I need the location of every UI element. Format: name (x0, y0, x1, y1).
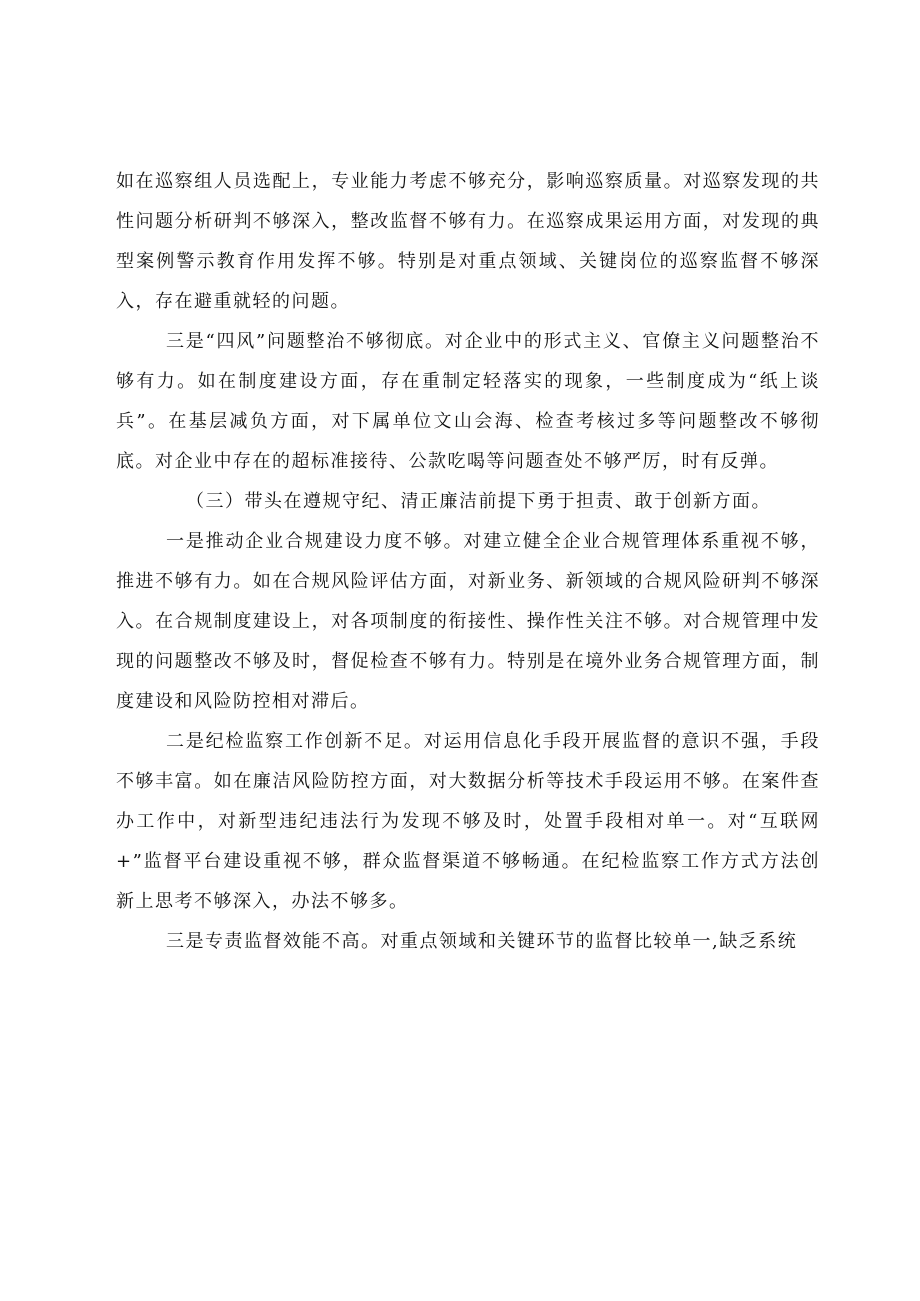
paragraph-innovation: 二是纪检监察工作创新不足。对运用信息化手段开展监督的意识不强，手段不够丰富。如在廉洁风险防控方面，对大数据分析等技术手段运用不够。在案件查办工作中，对新型违纪违法行为发现不够及时，处置手段相对单一。对“互联网+”监督平台建设重视不够，群众监督渠道不够畅通。在纪检监察工作方式方法创新上思考不够深入，办法不够多。 (116, 731, 820, 912)
section-heading-three: （三）带头在遵规守纪、清正廉洁前提下勇于担责、敢于创新方面。 (186, 491, 771, 512)
document-body (116, 162, 820, 962)
paragraph-compliance: 一是推动企业合规建设力度不够。对建立健全企业合规管理体系重视不够，推进不够有力。如在合规风险评估方面，对新业务、新领域的合规风险研判不够深入。在合规制度建设上，对各项制度的衔接性、操作性关注不够。对合规管理中发现的问题整改不够及时，督促检查不够有力。特别是在境外业务合规管理方面，制度建设和风险防控相对滞后。 (116, 531, 820, 712)
paragraph-supervision: 三是专责监督效能不高。对重点领域和关键环节的监督比较单一,缺乏系统 (166, 931, 798, 952)
paragraph-inspection-team: 如在巡察组人员选配上，专业能力考虑不够充分，影响巡察质量。对巡察发现的共性问题分析研判不够深入，整改监督不够有力。在巡察成果运用方面，对发现的典型案例警示教育作用发挥不够。特别是对重点领域、关键岗位的巡察监督不够深入，存在避重就轻的问题。 (116, 171, 820, 312)
paragraph-four-winds: 三是“四风”问题整治不够彻底。对企业中的形式主义、官僚主义问题整治不够有力。如在制度建设方面，存在重制定轻落实的现象，一些制度成为“纸上谈兵”。在基层减负方面，对下属单位文山会海、检查考核过多等问题整改不够彻底。对企业中存在的超标准接待、公款吃喝等问题查处不够严厉，时有反弹。 (116, 331, 820, 472)
